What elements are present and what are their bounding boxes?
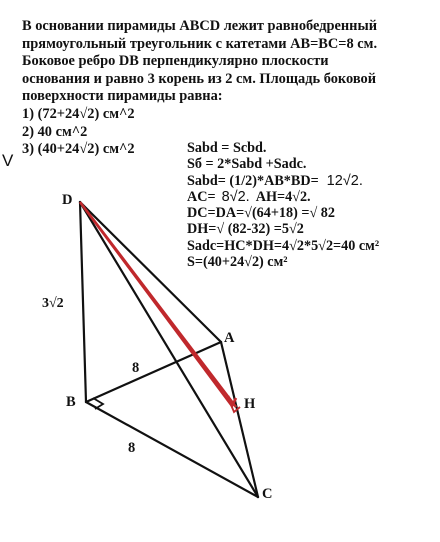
problem-line: В основании пирамиды ABCD лежит равнобедренный: [22, 18, 378, 34]
solution-line: Sabd = Scbd.: [187, 140, 267, 156]
solution-line: S=(40+24√2) см²: [187, 254, 288, 271]
problem-line: прямоугольный треугольник с катетами AB=BC=8 см.: [22, 35, 378, 52]
pyramid-edges: [80, 202, 258, 497]
edge-label-ab: 8: [132, 360, 140, 376]
height-dh-line: [80, 202, 236, 407]
edge-bc: [86, 402, 258, 497]
check-mark-icon: V: [2, 151, 14, 170]
ah-value: AH=4√2.: [255, 188, 311, 205]
solution-line: Sб = 2*Sabd +Sadc.: [187, 156, 307, 173]
edge-dc: [80, 202, 258, 497]
solution-line: DH=√ (82-32) =5√2: [187, 221, 304, 238]
edge-ba: [86, 342, 221, 402]
edge-da: [80, 202, 221, 342]
answer-option-3: 3) (40+24√2) см^2: [22, 141, 135, 158]
edge-ac: [221, 342, 258, 497]
handwritten-ac-value: 8√2.: [221, 188, 250, 205]
solution-line: Sadc=HC*DH=4√2*5√2=40 см²: [187, 237, 380, 254]
answer-option-1: 1) (72+24√2) см^2: [22, 105, 135, 122]
answer-option-2: 2) 40 см^2: [22, 123, 88, 140]
solution-text: Sabd= (1/2)*AB*BD=: [187, 172, 319, 189]
vertex-label-a: A: [224, 330, 235, 346]
vertex-label-h: H: [244, 396, 256, 412]
edge-db: [80, 202, 86, 402]
solution-line: DC=DA=√(64+18) =√ 82: [187, 205, 335, 222]
vertex-label-d: D: [62, 192, 73, 208]
problem-line: поверхности пирамиды равна:: [22, 88, 223, 105]
problem-line: основания и равно 3 корень из 2 см. Площадь боковой: [22, 70, 377, 87]
edge-label-db: 3√2: [42, 296, 64, 311]
vertex-label-c: C: [262, 486, 273, 502]
solution-text: AC=: [187, 188, 216, 205]
problem-line: Боковое ребро DB перпендикулярно плоскости: [22, 53, 329, 70]
edge-label-bc: 8: [128, 440, 136, 456]
vertex-label-b: B: [66, 394, 76, 410]
handwritten-area-value: 12√2.: [326, 172, 363, 189]
